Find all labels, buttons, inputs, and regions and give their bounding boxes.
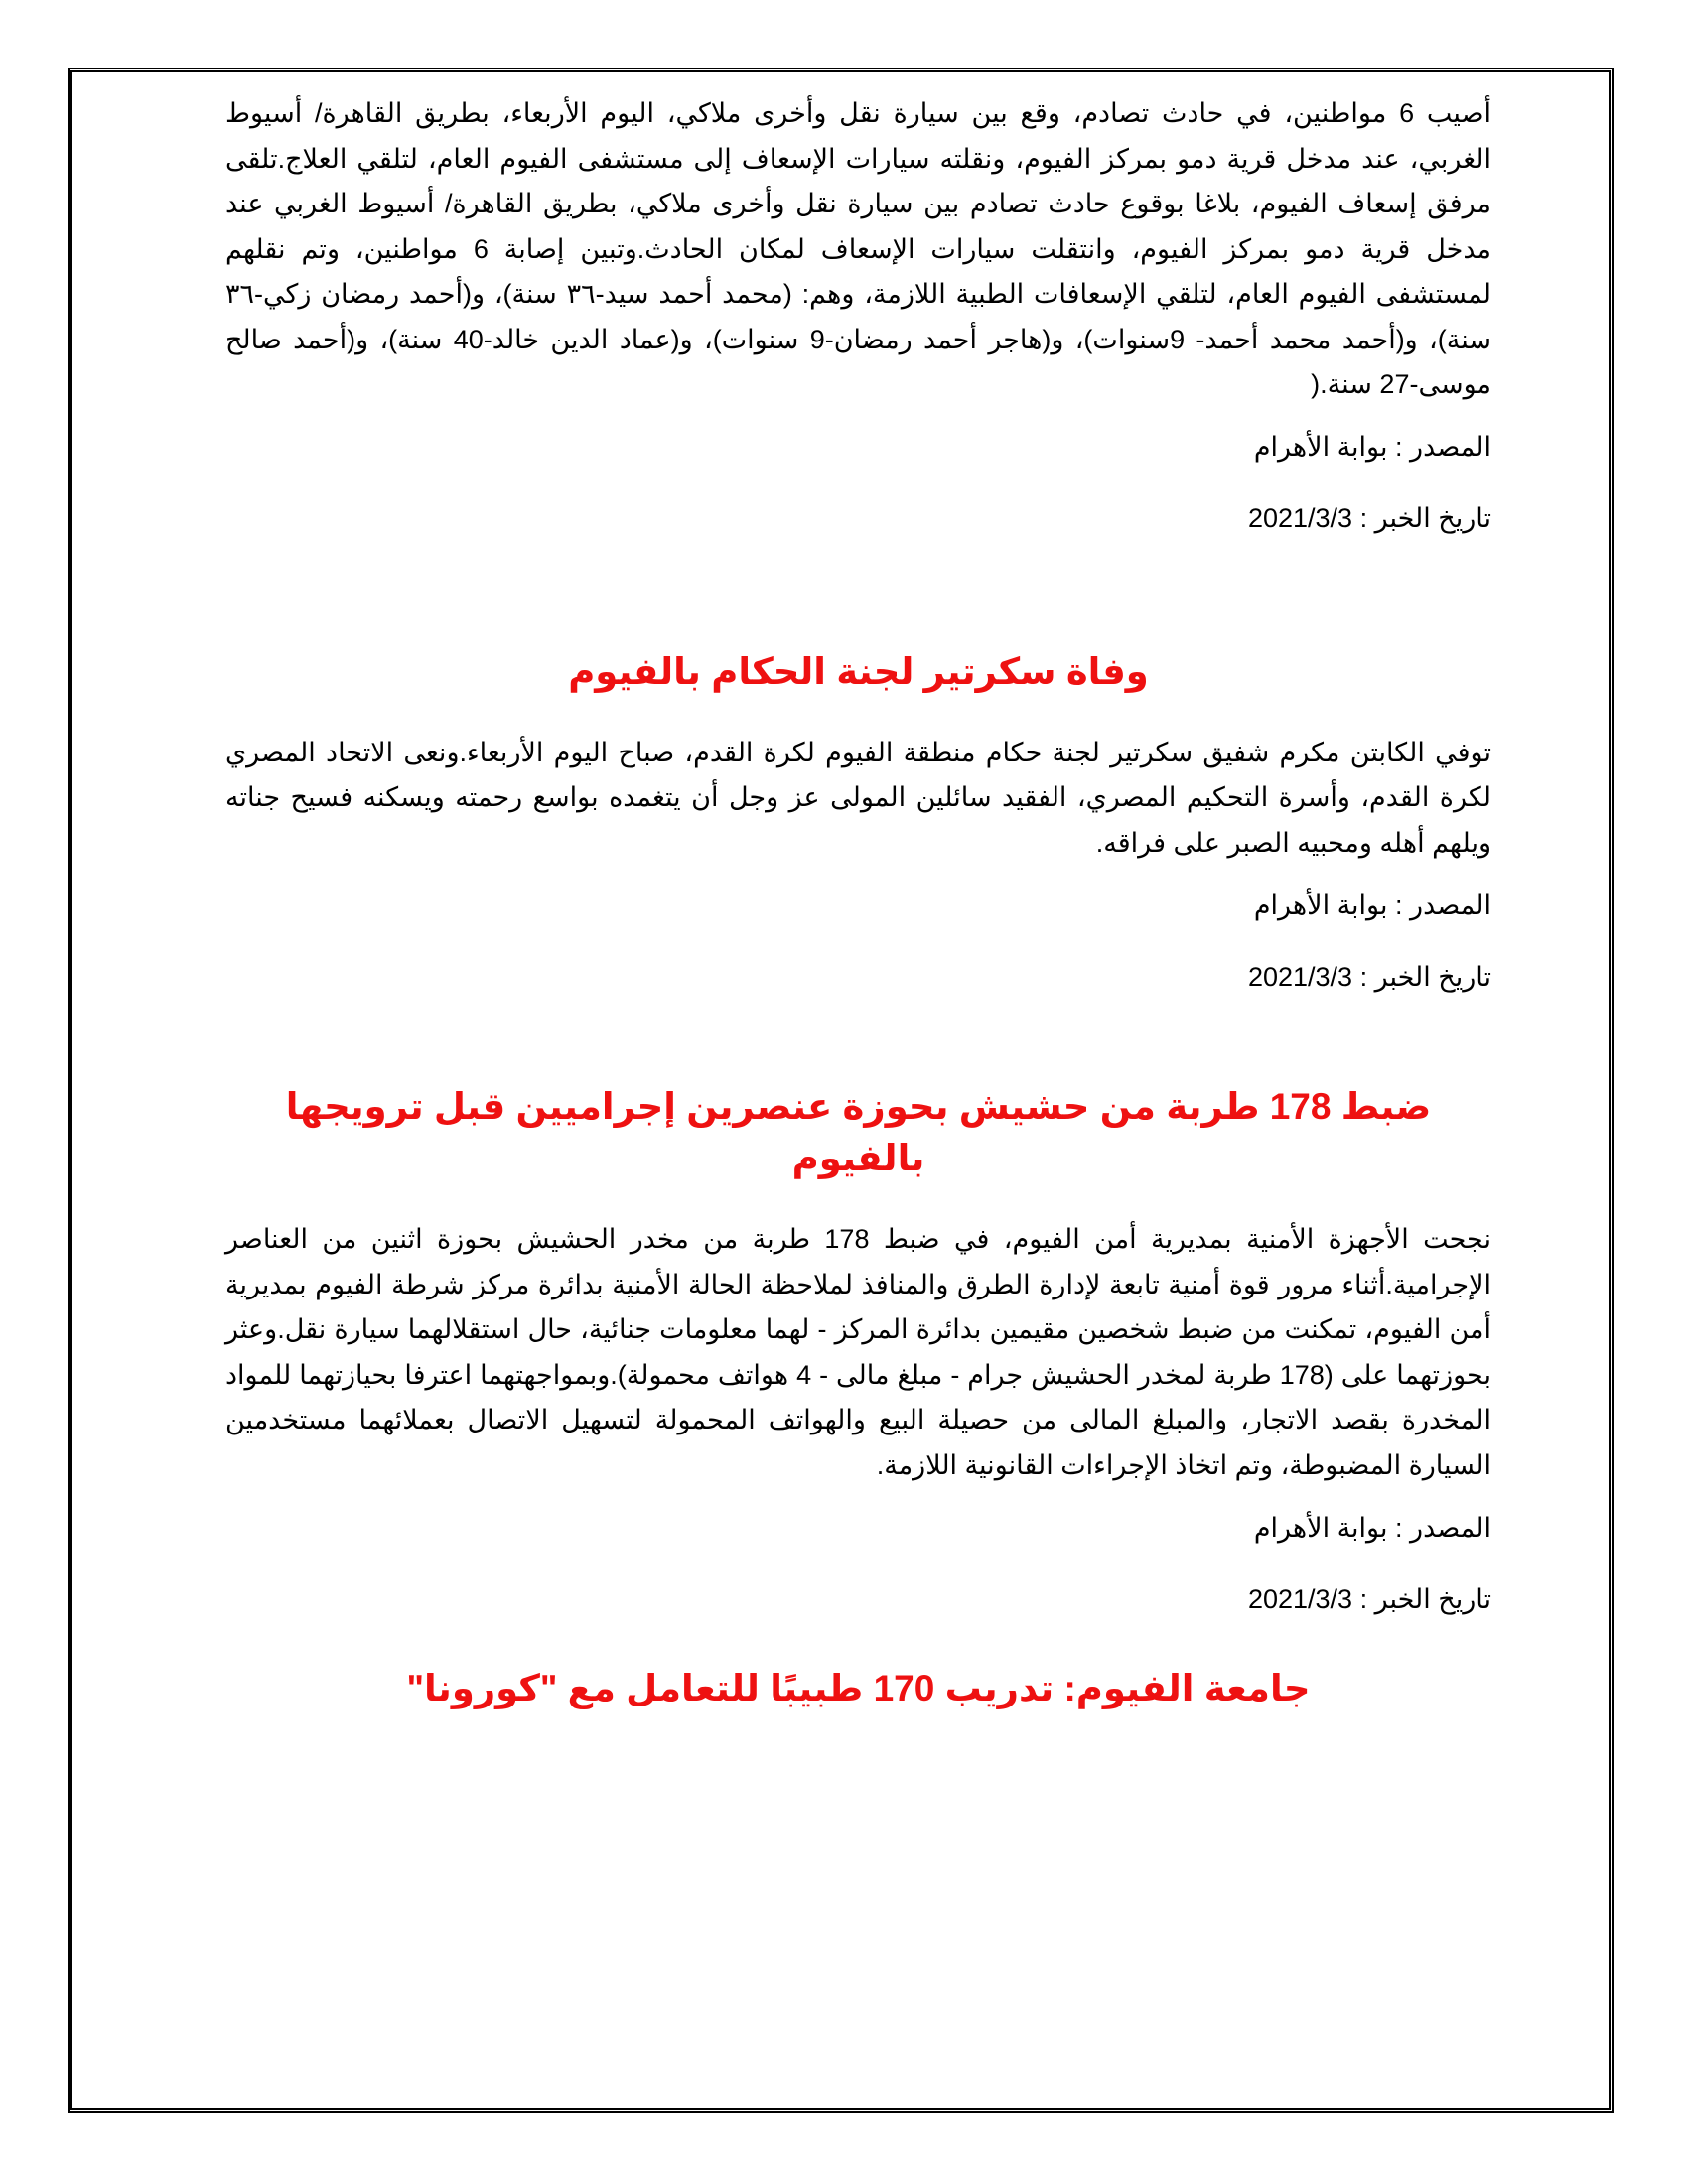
article-source: المصدر : بوابة الأهرام — [1253, 890, 1491, 920]
article-body: توفي الكابتن مكرم شفيق سكرتير لجنة حكام منطقة الفيوم لكرة القدم، صباح اليوم الأربعاء.ونعى الاتحاد المصري لكرة القدم، وأسرة التحكيم المصري، الفقيد سائلين المولى عز وجل أن يتغمده بواسع رحمته ويسكنه فسيح جناته ويلهم أهله ومحبيه الصبر على فراقه. — [225, 737, 1491, 858]
article-body: أصيب 6 مواطنين، في حادث تصادم، وقع بين سيارة نقل وأخرى ملاكي، اليوم الأربعاء، بطريق القاهرة/ أسيوط الغربي، عند مدخل قرية دمو بمركز الفيوم، ونقلته سيارات الإسعاف إلى مستشفى الفيوم العام، لتلقي العلاج.تلقى مرفق إسعاف الفيوم، بلاغا بوقوع حادث تصادم بين سيارة نقل وأخرى ملاكي، بطريق القاهرة/ أسيوط الغربي عند مدخل قرية دمو بمركز الفيوم، وانتقلت سيارات الإسعاف لمكان الحادث.وتبين إصابة 6 مواطنين، وتم نقلهم لمستشفى الفيوم العام، لتلقي الإسعافات الطبية اللازمة، وهم: (محمد أحمد سيد-٣٦ سنة)، و(أحمد رمضان زكي-٣٦ سنة)، و(أحمد محمد أحمد- 9سنوات)، و(هاجر أحمد رمضان-9 سنوات)، و(عماد الدين خالد-40 سنة)، و(أحمد صالح موسى-27 سنة.( — [225, 98, 1491, 399]
article-source: المصدر : بوابة الأهرام — [1253, 1513, 1491, 1543]
article-date: تاريخ الخبر : 2021/3/3 — [1247, 502, 1491, 533]
article-source: المصدر : بوابة الأهرام — [1253, 431, 1491, 462]
article-hashish-seizure — [225, 1081, 1491, 1622]
article-referee-secretary — [225, 646, 1491, 1001]
article-date: تاريخ الخبر : 2021/3/3 — [1247, 962, 1491, 992]
article-title: جامعة الفيوم: تدريب 170 طبيبًا للتعامل مع "كورونا" — [406, 1668, 1311, 1708]
article-title: ضبط 178 طربة من حشيش بحوزة عنصرين إجراميين قبل ترويجها بالفيوم — [285, 1086, 1432, 1178]
document-content — [225, 91, 1491, 1714]
article-university-training — [225, 1663, 1491, 1714]
article-injury-accident — [225, 91, 1491, 541]
article-date: تاريخ الخبر : 2021/3/3 — [1247, 1584, 1491, 1614]
article-body: نجحت الأجهزة الأمنية بمديرية أمن الفيوم، في ضبط 178 طربة من مخدر الحشيش بحوزة اثنين من العناصر الإجرامية.أثناء مرور قوة أمنية تابعة لإدارة الطرق والمنافذ لملاحظة الحالة الأمنية بدائرة مركز شرطة الفيوم بمديرية أمن الفيوم، تمكنت من ضبط شخصين مقيمين بدائرة المركز - لهما معلومات جنائية، حال استقلالهما سيارة نقل.وعثر بحوزتهما على (178 طربة لمخدر الحشيش جرام - مبلغ مالى - 4 هواتف محمولة).وبمواجهتهما اعترفا بحيازتهما للمواد المخدرة بقصد الاتجار، والمبلغ المالى من حصيلة البيع والهواتف المحمولة لتسهيل الاتصال بعملائهما مستخدمين السيارة المضبوطة، وتم اتخاذ الإجراءات القانونية اللازمة. — [225, 1224, 1491, 1480]
article-title: وفاة سكرتير لجنة الحكام بالفيوم — [568, 650, 1149, 692]
